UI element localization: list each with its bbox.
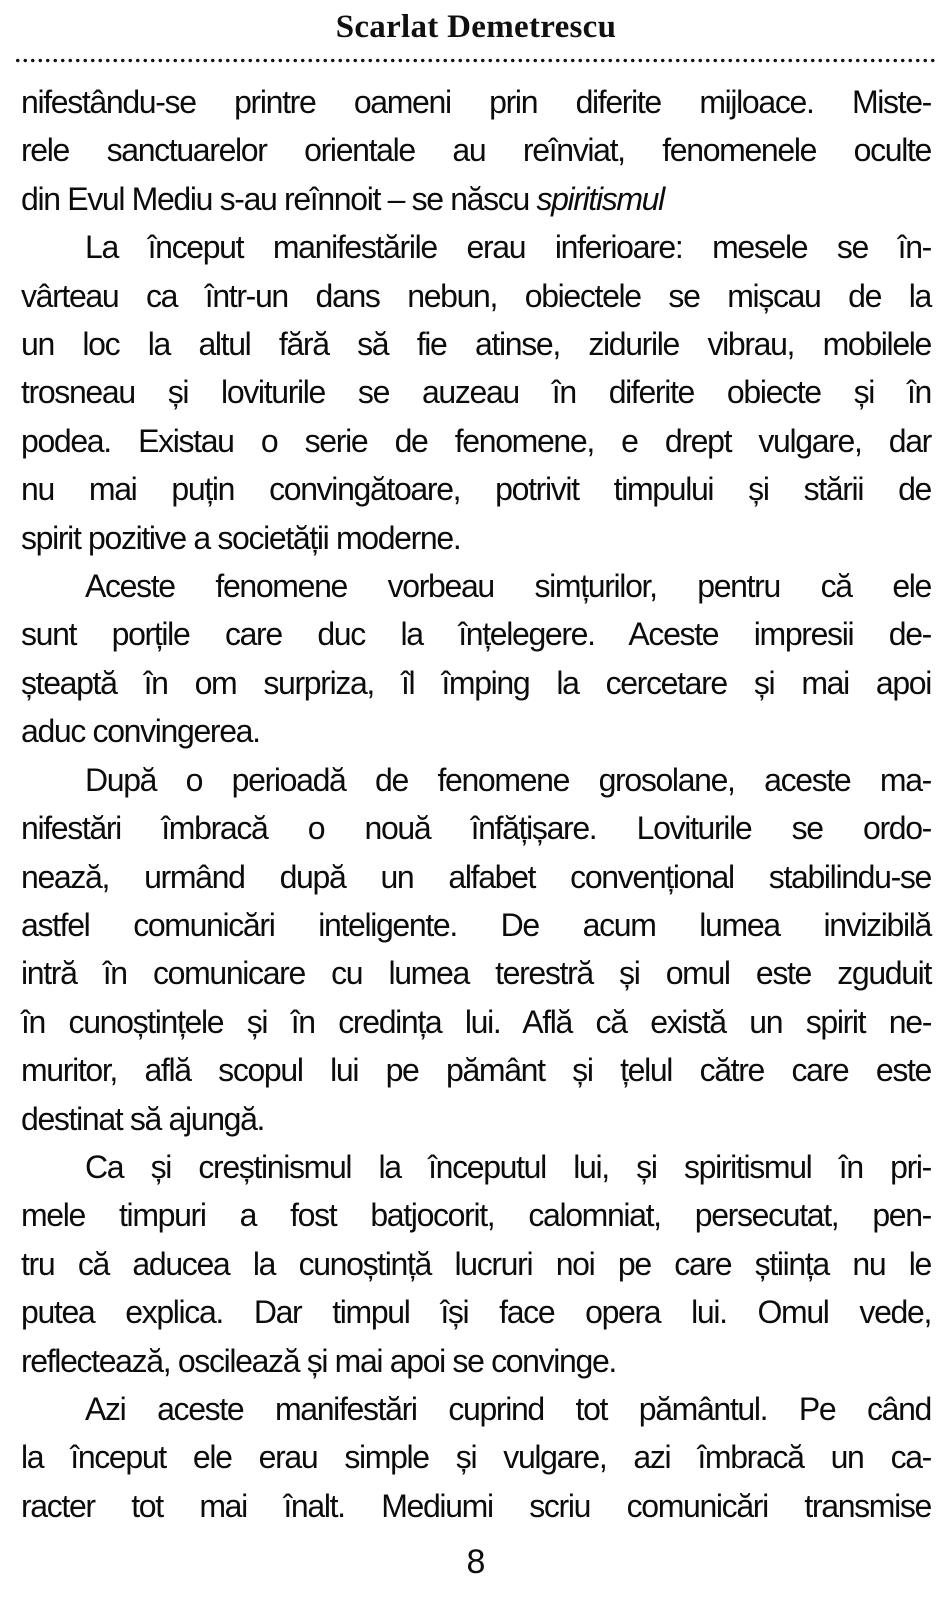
text-line: muritor, află scopul lui pe pământ și țelul către care este — [21, 1052, 931, 1089]
text-line: spirit pozitive a societății moderne. — [21, 519, 461, 556]
dotted-rule — [14, 58, 938, 63]
text-line: Azi aceste manifestări cuprind tot pământul. Pe când — [85, 1390, 931, 1427]
text-line: racter tot mai înalt. Mediumi scriu comunicări transmise — [21, 1487, 931, 1524]
text-line: Ca și creștinismul la începutul lui, și spiritismul în pri- — [85, 1148, 931, 1185]
italic-term: spiritismul — [536, 180, 664, 217]
text-line: nifestându-se printre oameni prin diferite mijloace. Miste- — [21, 84, 931, 120]
paragraph — [21, 562, 931, 756]
text-line: sunt porțile care duc la înțelegere. Aceste impresii de- — [21, 616, 931, 653]
text-line: nifestări îmbracă o nouă înfățișare. Loviturile se ordo- — [21, 810, 931, 847]
text-line: rele sanctuarelor orientale au reînviat, fenomenele oculte — [21, 132, 931, 169]
page-number: 8 — [466, 1543, 486, 1581]
paragraph — [21, 78, 931, 223]
text-line: nu mai puțin convingătoare, potrivit timpului și stării de — [21, 471, 931, 508]
text-line: destinat să ajungă. — [21, 1100, 265, 1137]
paragraph — [21, 1143, 931, 1385]
text-line: un loc la altul fără să fie atinse, zidurile vibrau, mobilele — [21, 326, 931, 363]
running-head-author: Scarlat Demetrescu — [335, 9, 617, 45]
page-footer — [0, 1543, 952, 1582]
text-line: șteaptă în om surpriza, îl împing la cercetare și mai apoi — [21, 664, 931, 701]
text-line: podea. Existau o serie de fenomene, e drept vulgare, dar — [21, 422, 931, 459]
text-line: reflectează, oscilează și mai apoi se convinge. — [21, 1342, 616, 1379]
text-line: în cunoștințele și în credința lui. Află că există un spirit ne- — [21, 1003, 931, 1040]
text-line: La început manifestările erau inferioare: mesele se în- — [85, 229, 931, 266]
text-line: astfel comunicări inteligente. De acum lumea invizibilă — [21, 906, 931, 943]
text-line: tru că aducea la cunoștință lucruri noi pe care știința nu le — [21, 1245, 931, 1282]
text-line: intră în comunicare cu lumea terestră și omul este zguduit — [21, 955, 931, 992]
paragraph — [21, 756, 931, 1143]
text-line: Aceste fenomene vorbeau simțurilor, pentru că ele — [85, 568, 931, 605]
paragraph — [21, 1385, 931, 1530]
running-head — [0, 0, 952, 63]
text-line: vârteau ca într-un dans nebun, obiectele se mișcau de la — [21, 277, 931, 314]
text-line: aduc convingerea. — [21, 713, 260, 750]
text-line: trosneau și loviturile se auzeau în diferite obiecte și în — [21, 374, 931, 411]
text-line: nează, urmând după un alfabet convențional stabilindu-se — [21, 858, 931, 895]
text-line: După o perioadă de fenomene grosolane, aceste ma- — [85, 761, 931, 798]
body-text — [0, 78, 952, 1530]
text-line: mele timpuri a fost batjocorit, calomniat, persecutat, pen- — [21, 1197, 931, 1234]
text-line: din Evul Mediu s-au reînnoit – se născu spiritismul — [21, 180, 664, 217]
text-line: la început ele erau simple și vulgare, azi îmbracă un ca- — [21, 1439, 931, 1476]
text-line: putea explica. Dar timpul își face opera lui. Omul vede, — [21, 1294, 931, 1331]
paragraph — [21, 223, 931, 562]
